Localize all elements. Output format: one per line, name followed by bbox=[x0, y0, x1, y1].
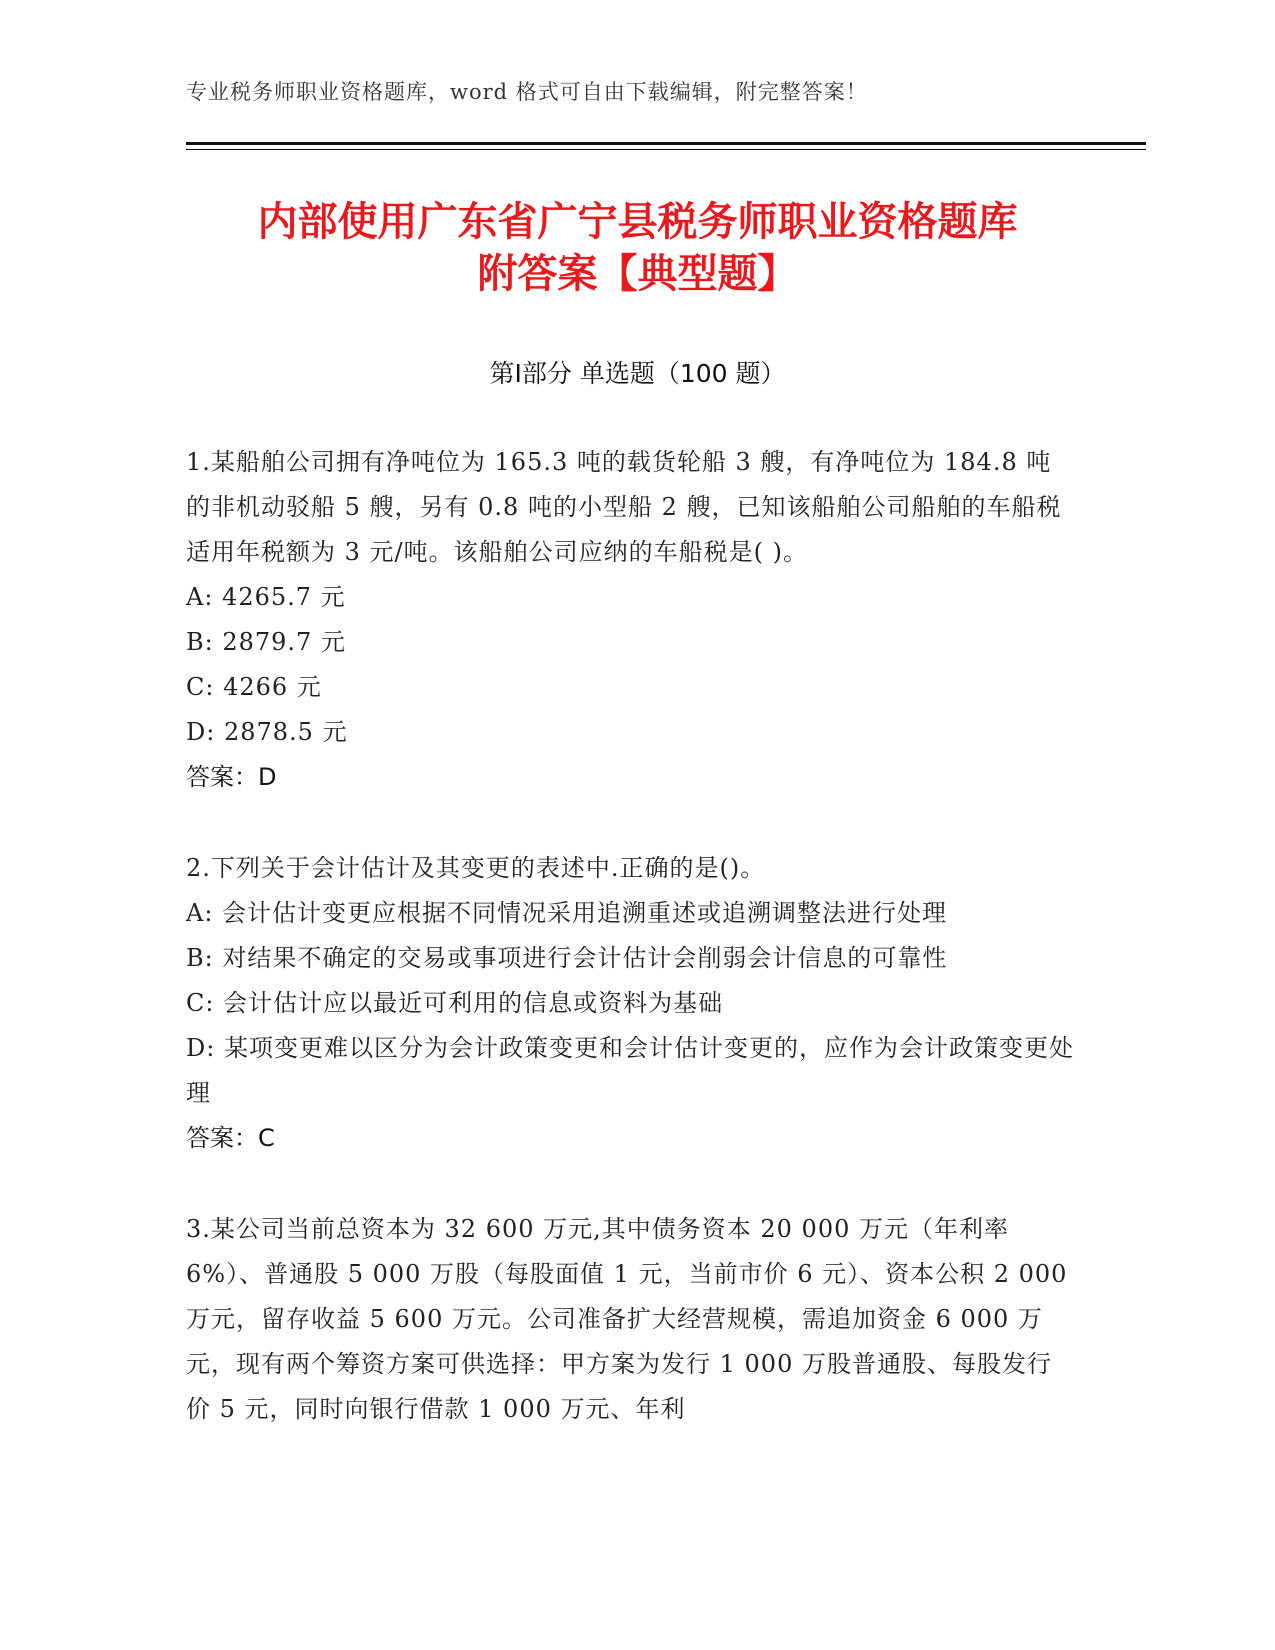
document-title-line-1: 内部使用广东省广宁县税务师职业资格题库 bbox=[257, 199, 1018, 245]
page-header-text: 专业税务师职业资格题库，word 格式可自由下载编辑，附完整答案！ bbox=[186, 80, 868, 104]
header-divider-thick bbox=[186, 142, 1146, 145]
question-option-d: D: 2878.5 元 bbox=[186, 718, 348, 746]
question-option-b: B: 对结果不确定的交易或事项进行会计估计会削弱会计信息的可靠性 bbox=[186, 944, 948, 972]
header-divider-thin bbox=[186, 149, 1146, 150]
question-stem: 3.某公司当前总资本为 32 600 万元,其中债务资本 20 000 万元（年利率 6%）、普通股 5 000 万股（每股面值 1 元，当前市价 6 元）、资本公积 2 000 万元，留存收益 5 600 万元。公司准备扩大经营规模，需追加资金 6 000 万元，现有两个筹资方案可供选择：甲方案为发行 1 000 万股普通股、每股发行价 5 元，同时向银行借款 1 000 万元、年利 bbox=[186, 1215, 1068, 1423]
question-stem: 1.某船舶公司拥有净吨位为 165.3 吨的载货轮船 3 艘，有净吨位为 184.8 吨的非机动驳船 5 艘，另有 0.8 吨的小型船 2 艘，已知该船舶公司船舶的车船税适用年税额为 3 元/吨。该船舶公司应纳的车船税是( )。 bbox=[186, 448, 1062, 566]
question-list bbox=[186, 440, 1076, 1478]
question-option-a: A: 4265.7 元 bbox=[186, 583, 346, 611]
question-answer: 答案：D bbox=[186, 763, 277, 791]
document-title-line-2: 附答案【典型题】 bbox=[477, 251, 798, 297]
section-heading: 第Ⅰ部分 单选题（100 题） bbox=[489, 359, 786, 388]
question-3 bbox=[186, 1207, 1076, 1432]
document-title bbox=[150, 196, 1125, 300]
question-1 bbox=[186, 440, 1076, 800]
question-stem: 2.下列关于会计估计及其变更的表述中.正确的是()。 bbox=[186, 854, 766, 882]
question-option-a: A: 会计估计变更应根据不同情况采用追溯重述或追溯调整法进行处理 bbox=[186, 899, 948, 927]
question-2 bbox=[186, 846, 1076, 1161]
question-option-c: C: 4266 元 bbox=[186, 673, 322, 701]
question-option-b: B: 2879.7 元 bbox=[186, 628, 346, 656]
question-option-d: D: 某项变更难以区分为会计政策变更和会计估计变更的，应作为会计政策变更处理 bbox=[186, 1034, 1074, 1107]
question-answer: 答案：C bbox=[186, 1124, 275, 1152]
question-option-c: C: 会计估计应以最近可利用的信息或资料为基础 bbox=[186, 989, 724, 1017]
